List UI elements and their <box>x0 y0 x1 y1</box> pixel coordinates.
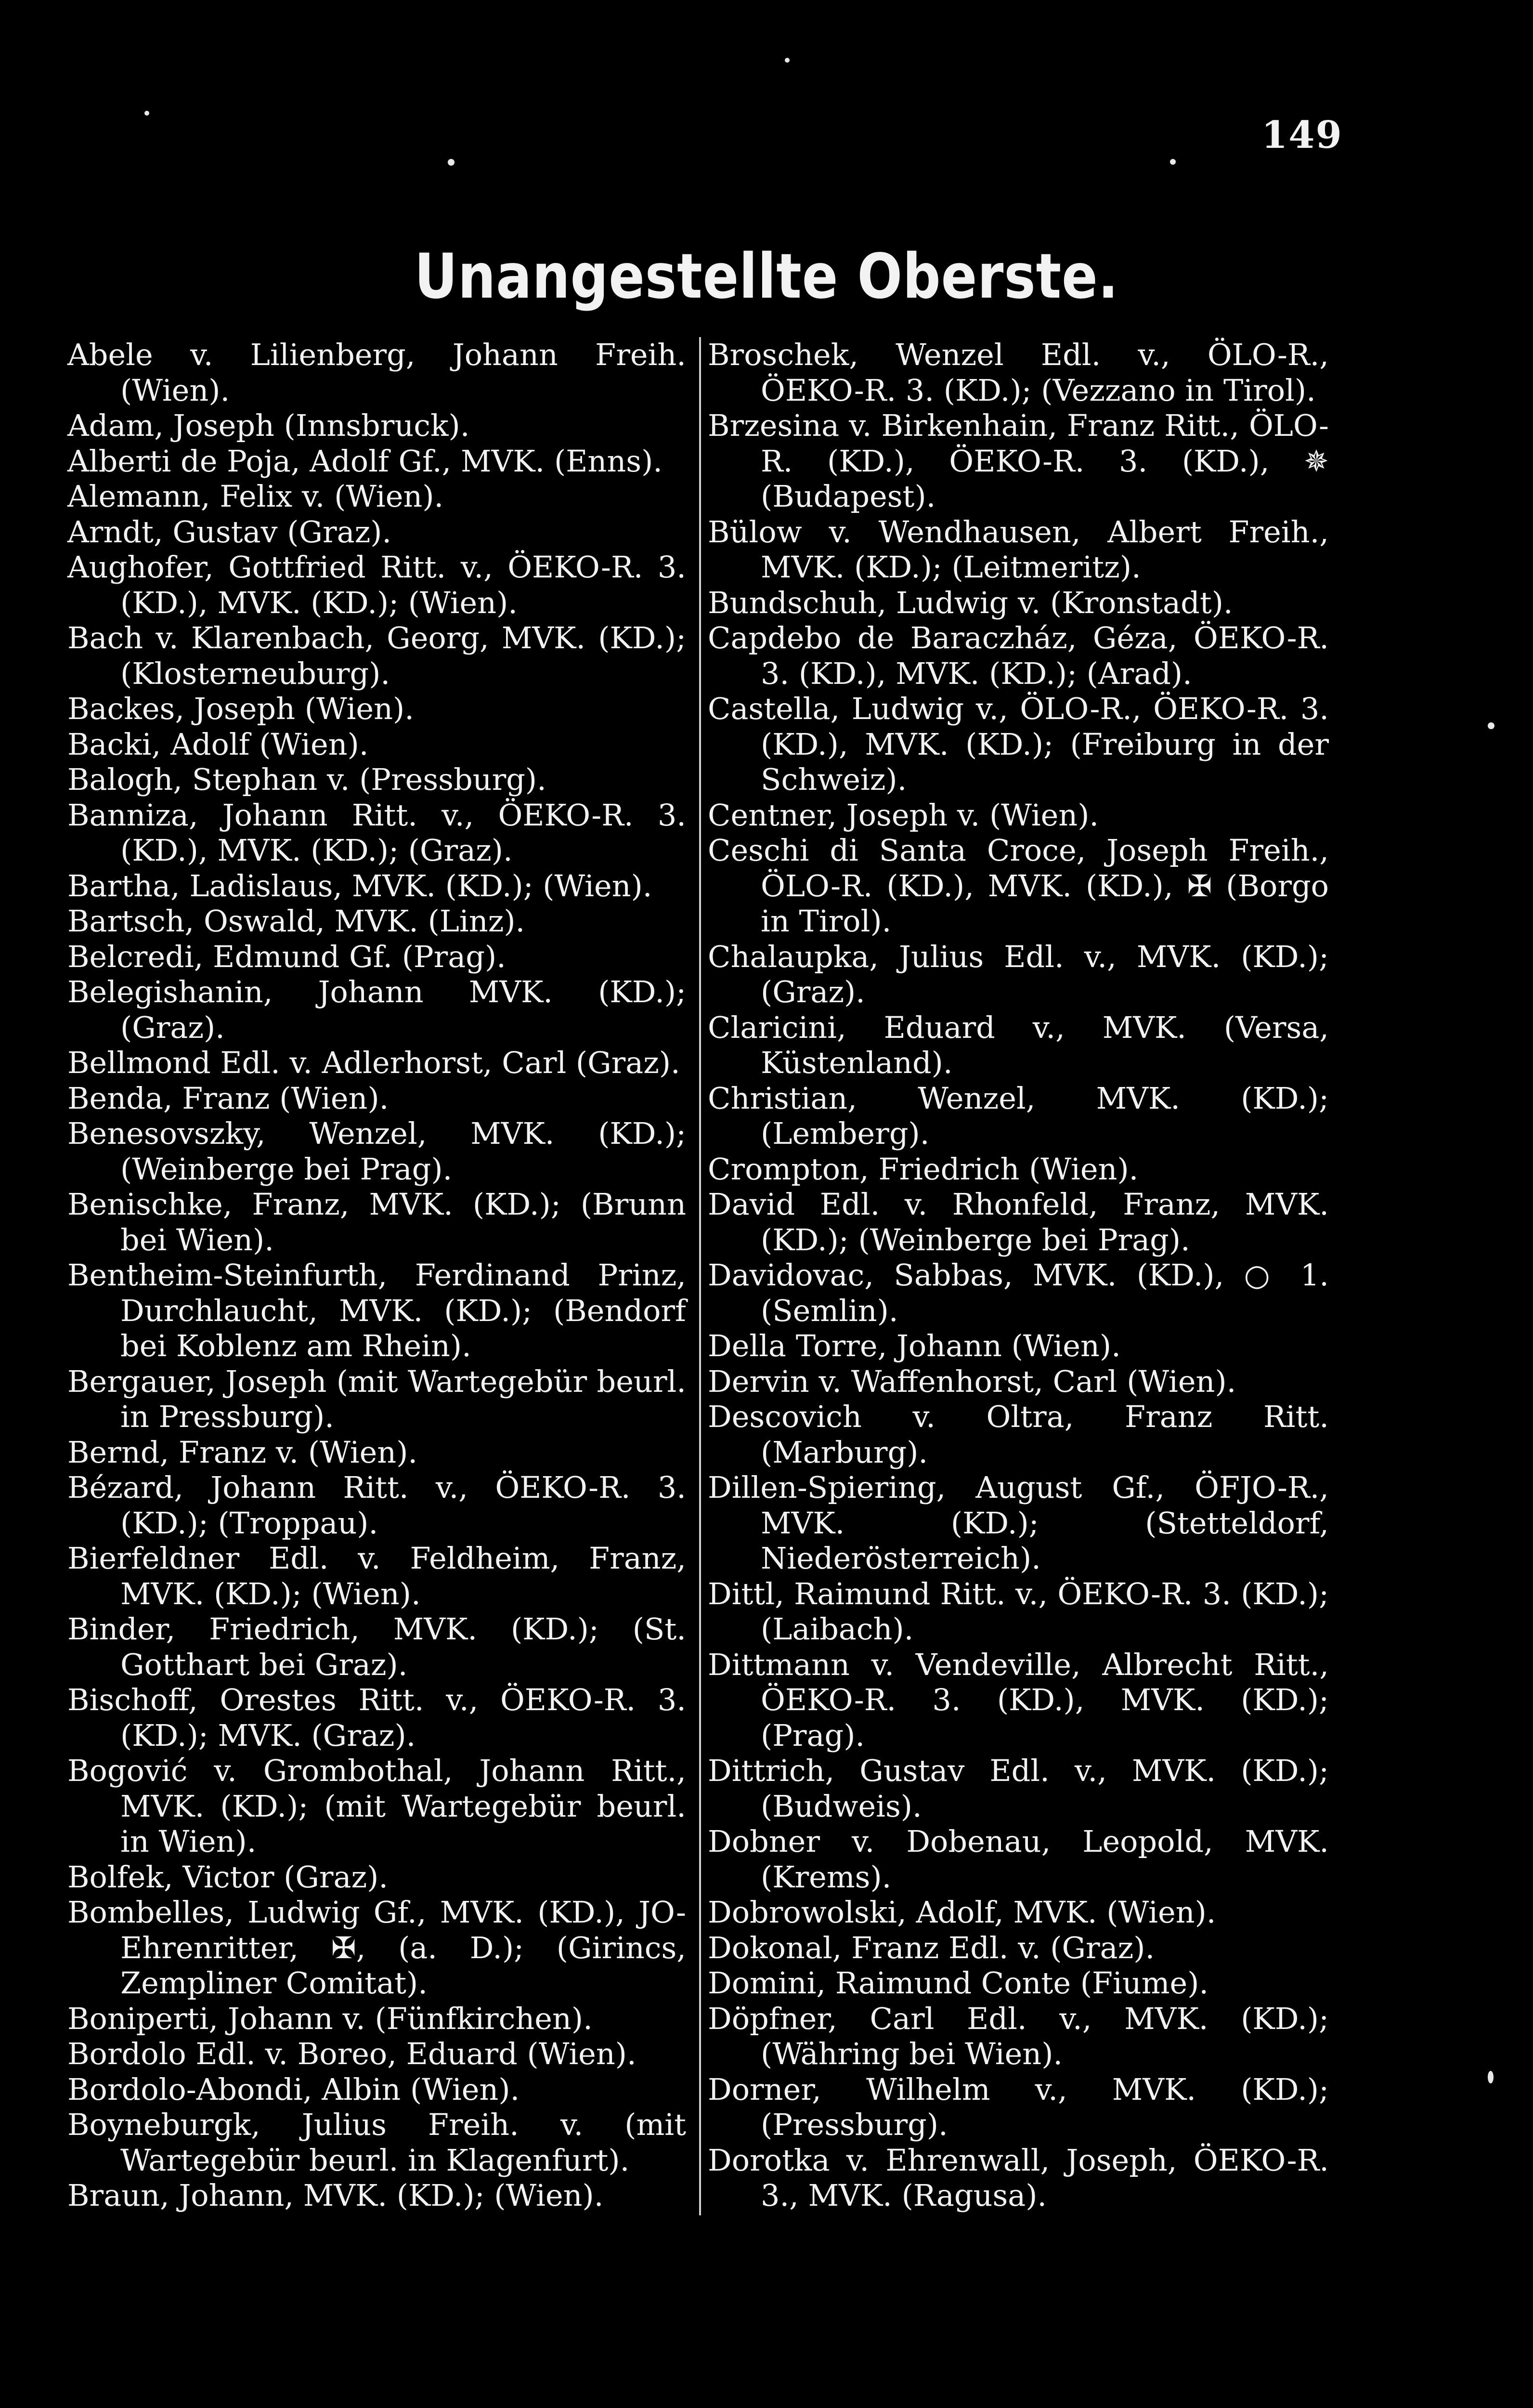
list-item: Bézard, Johann Ritt. v., ÖEKO-R. 3. (KD.); (Troppau). <box>67 1470 686 1541</box>
list-item: Bierfeldner Edl. v. Feldheim, Franz, MVK. (KD.); (Wien). <box>67 1541 686 1611</box>
list-item: Banniza, Johann Ritt. v., ÖEKO-R. 3. (KD.), MVK. (KD.); (Graz). <box>67 797 686 868</box>
list-item: Christian, Wenzel, MVK. (KD.); (Lemberg). <box>708 1080 1329 1151</box>
list-item: Bogović v. Grombothal, Johann Ritt., MVK. (KD.); (mit Wartegebür beurl. in Wien). <box>67 1753 686 1859</box>
list-item: Dervin v. Waffenhorst, Carl (Wien). <box>708 1363 1236 1399</box>
list-item: Bentheim-Steinfurth, Ferdinand Prinz, Durchlaucht, MVK. (KD.); (Bendorf bei Koblenz am Rhein). <box>67 1257 686 1363</box>
list-item: Bülow v. Wendhausen, Albert Freih., MVK. (KD.); (Leitmeritz). <box>708 514 1329 585</box>
list-item: Domini, Raimund Conte (Fiume). <box>708 1965 1209 2001</box>
list-item: Centner, Joseph v. (Wien). <box>708 797 1099 833</box>
list-item: Abele v. Lilienberg, Johann Freih. (Wien). <box>67 337 686 408</box>
list-item: David Edl. v. Rhonfeld, Franz, MVK. (KD.); (Weinberge bei Prag). <box>708 1187 1329 1257</box>
page-title: Unangestellte Oberste. <box>414 241 1119 313</box>
list-item: Dokonal, Franz Edl. v. (Graz). <box>708 1930 1155 1965</box>
list-item: Castella, Ludwig v., ÖLO-R., ÖEKO-R. 3. (KD.), MVK. (KD.); (Freiburg in der Schweiz). <box>708 691 1329 797</box>
list-item: Backes, Joseph (Wien). <box>67 691 414 726</box>
list-item: Bundschuh, Ludwig v. (Kronstadt). <box>708 585 1233 620</box>
list-item: Boyneburgk, Julius Freih. v. (mit Wartegebür beurl. in Klagenfurt). <box>67 2107 686 2178</box>
list-item: Arndt, Gustav (Graz). <box>67 514 392 550</box>
list-item: Dobrowolski, Adolf, MVK. (Wien). <box>708 1895 1216 1930</box>
list-item: Della Torre, Johann (Wien). <box>708 1328 1121 1363</box>
list-item: Davidovac, Sabbas, MVK. (KD.), ○ 1. (Semlin). <box>708 1257 1329 1328</box>
list-item: Boniperti, Johann v. (Fünfkirchen). <box>67 2001 593 2036</box>
list-item: Bartsch, Oswald, MVK. (Linz). <box>67 903 525 939</box>
list-item: Capdebo de Baraczház, Géza, ÖEKO-R. 3. (KD.), MVK. (KD.); (Arad). <box>708 620 1329 691</box>
list-item: Benda, Franz (Wien). <box>67 1080 389 1116</box>
right-column <box>708 337 1329 2213</box>
list-item: Aughofer, Gottfried Ritt. v., ÖEKO-R. 3. (KD.), MVK. (KD.); (Wien). <box>67 550 686 620</box>
print-speck <box>144 111 149 116</box>
list-item: Dittrich, Gustav Edl. v., MVK. (KD.); (Budweis). <box>708 1753 1329 1824</box>
print-speck <box>448 159 455 166</box>
list-item: Braun, Johann, MVK. (KD.); (Wien). <box>67 2178 604 2213</box>
list-item: Ceschi di Santa Croce, Joseph Freih., ÖLO-R. (KD.), MVK. (KD.), ✠ (Borgo in Tirol). <box>708 833 1329 939</box>
list-item: Brzesina v. Birkenhain, Franz Ritt., ÖLO-R. (KD.), ÖEKO-R. 3. (KD.), ✵ (Budapest). <box>708 408 1329 514</box>
list-item: Bellmond Edl. v. Adlerhorst, Carl (Graz). <box>67 1045 680 1080</box>
print-speck <box>1488 722 1494 729</box>
list-item: Backi, Adolf (Wien). <box>67 726 369 762</box>
list-item: Descovich v. Oltra, Franz Ritt. (Marburg). <box>708 1399 1329 1470</box>
list-item: Binder, Friedrich, MVK. (KD.); (St. Gotthart bei Graz). <box>67 1611 686 1682</box>
list-item: Bach v. Klarenbach, Georg, MVK. (KD.); (Klosterneuburg). <box>67 620 686 691</box>
list-item: Bordolo-Abondi, Albin (Wien). <box>67 2071 520 2107</box>
list-item: Alberti de Poja, Adolf Gf., MVK. (Enns). <box>67 443 663 479</box>
list-item: Dittmann v. Vendeville, Albrecht Ritt., ÖEKO-R. 3. (KD.), MVK. (KD.); (Prag). <box>708 1647 1329 1753</box>
list-item: Benesovszky, Wenzel, MVK. (KD.); (Weinberge bei Prag). <box>67 1116 686 1187</box>
column-divider <box>699 337 701 2215</box>
list-item: Dorotka v. Ehrenwall, Joseph, ÖEKO-R. 3., MVK. (Ragusa). <box>708 2142 1329 2213</box>
list-item: Bartha, Ladislaus, MVK. (KD.); (Wien). <box>67 868 652 903</box>
list-item: Bergauer, Joseph (mit Wartegebür beurl. in Pressburg). <box>67 1363 686 1434</box>
print-speck <box>1488 2071 1494 2083</box>
list-item: Alemann, Felix v. (Wien). <box>67 479 444 514</box>
list-item: Claricini, Eduard v., MVK. (Versa, Küstenland). <box>708 1009 1329 1080</box>
list-item: Bernd, Franz v. (Wien). <box>67 1434 418 1470</box>
list-item: Belegishanin, Johann MVK. (KD.); (Graz). <box>67 974 686 1045</box>
list-item: Dillen-Spiering, August Gf., ÖFJO-R., MVK. (KD.); (Stetteldorf, Niederösterreich). <box>708 1470 1329 1576</box>
print-speck <box>785 58 790 63</box>
list-item: Dorner, Wilhelm v., MVK. (KD.); (Pressburg). <box>708 2071 1329 2142</box>
list-item: Bischoff, Orestes Ritt. v., ÖEKO-R. 3. (KD.); MVK. (Graz). <box>67 1682 686 1753</box>
list-item: Dobner v. Dobenau, Leopold, MVK. (Krems). <box>708 1824 1329 1895</box>
list-item: Bombelles, Ludwig Gf., MVK. (KD.), JO-Ehrenritter, ✠, (a. D.); (Girincs, Zempliner Comitat). <box>67 1895 686 2001</box>
list-item: Broschek, Wenzel Edl. v., ÖLO-R., ÖEKO-R. 3. (KD.); (Vezzano in Tirol). <box>708 337 1329 408</box>
list-item: Chalaupka, Julius Edl. v., MVK. (KD.); (Graz). <box>708 939 1329 1009</box>
page-number: 149 <box>1261 113 1343 157</box>
print-speck <box>1170 159 1176 165</box>
left-column <box>67 337 686 2213</box>
list-item: Dittl, Raimund Ritt. v., ÖEKO-R. 3. (KD.); (Laibach). <box>708 1576 1329 1647</box>
list-item: Adam, Joseph (Innsbruck). <box>67 408 470 443</box>
list-item: Crompton, Friedrich (Wien). <box>708 1151 1139 1187</box>
list-item: Benischke, Franz, MVK. (KD.); (Brunn bei Wien). <box>67 1187 686 1257</box>
list-item: Balogh, Stephan v. (Pressburg). <box>67 762 546 797</box>
list-item: Bolfek, Victor (Graz). <box>67 1859 389 1895</box>
list-item: Belcredi, Edmund Gf. (Prag). <box>67 939 506 974</box>
list-item: Döpfner, Carl Edl. v., MVK. (KD.); (Währing bei Wien). <box>708 2001 1329 2071</box>
list-item: Bordolo Edl. v. Boreo, Eduard (Wien). <box>67 2036 637 2071</box>
